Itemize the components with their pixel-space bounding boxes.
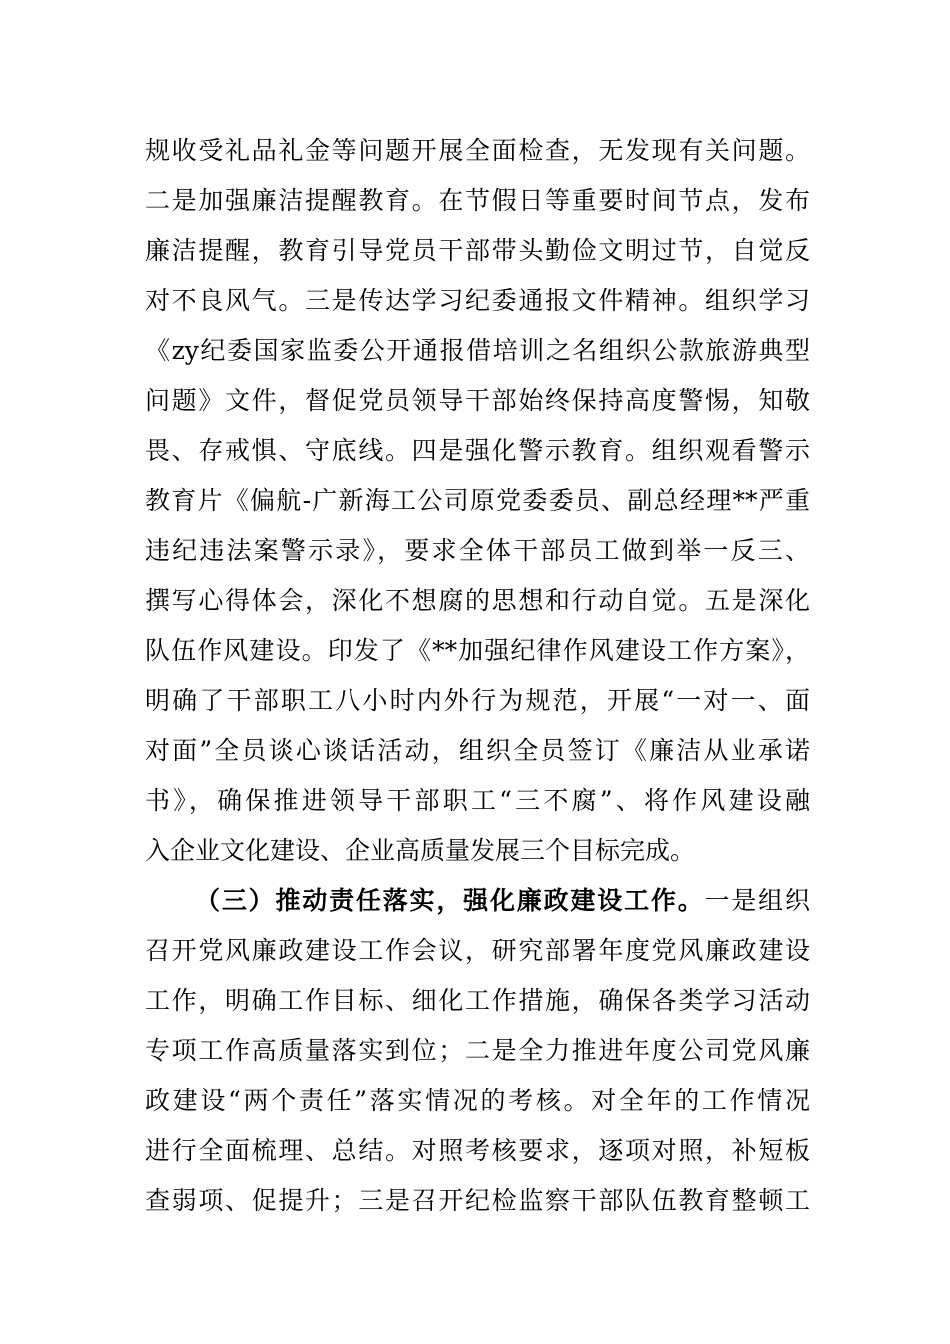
paragraph-line: 政建设“两个责任”落实情况的考核。对全年的工作情况 bbox=[145, 1086, 810, 1115]
paragraph-line: 《zy纪委国家监委公开通报借培训之名组织公款旅游典型 bbox=[145, 336, 810, 365]
paragraph-line: 进行全面梳理、总结。对照考核要求，逐项对照，补短板 bbox=[145, 1136, 810, 1165]
paragraph-line: 队伍作风建设。印发了《**加强纪律作风建设工作方案》， bbox=[145, 636, 810, 665]
paragraph-line: 明确了干部职工八小时内外行为规范，开展“一对一、面 bbox=[145, 686, 810, 715]
paragraph-line: 工作，明确工作目标、细化工作措施，确保各类学习活动 bbox=[145, 986, 810, 1015]
paragraph-line: 问题》文件，督促党员领导干部始终保持高度警惕，知敬 bbox=[145, 386, 810, 415]
paragraph-line: 对面”全员谈心谈话活动，组织全员签订《廉洁从业承诺 bbox=[145, 736, 810, 765]
paragraph-line: 撰写心得体会，深化不想腐的思想和行动自觉。五是深化 bbox=[145, 586, 810, 615]
section-heading-line bbox=[195, 881, 810, 921]
section-text: 一是组织 bbox=[704, 886, 810, 915]
section-heading: （三）推动责任落实，强化廉政建设工作。 bbox=[195, 886, 705, 915]
paragraph-line: 规收受礼品礼金等问题开展全面检查，无发现有关问题。 bbox=[145, 136, 810, 165]
paragraph-line: 畏、存戒惧、守底线。四是强化警示教育。组织观看警示 bbox=[145, 436, 810, 465]
paragraph-line: 违纪违法案警示录》，要求全体干部员工做到举一反三、 bbox=[145, 536, 810, 565]
paragraph-line: 专项工作高质量落实到位；二是全力推进年度公司党风廉 bbox=[145, 1036, 810, 1065]
paragraph-line: 查弱项、促提升；三是召开纪检监察干部队伍教育整顿工 bbox=[145, 1186, 810, 1215]
paragraph-line: 入企业文化建设、企业高质量发展三个目标完成。 bbox=[145, 836, 696, 865]
paragraph-line: 书》，确保推进领导干部职工“三不腐”、将作风建设融 bbox=[145, 786, 810, 815]
paragraph-line: 对不良风气。三是传达学习纪委通报文件精神。组织学习 bbox=[145, 286, 810, 315]
paragraph-line: 二是加强廉洁提醒教育。在节假日等重要时间节点，发布 bbox=[145, 186, 810, 215]
paragraph-line: 廉洁提醒，教育引导党员干部带头勤俭文明过节，自觉反 bbox=[145, 236, 810, 265]
paragraph-line: 召开党风廉政建设工作会议，研究部署年度党风廉政建设 bbox=[145, 936, 810, 965]
paragraph-line: 教育片《偏航-广新海工公司原党委委员、副总经理**严重 bbox=[145, 486, 810, 515]
